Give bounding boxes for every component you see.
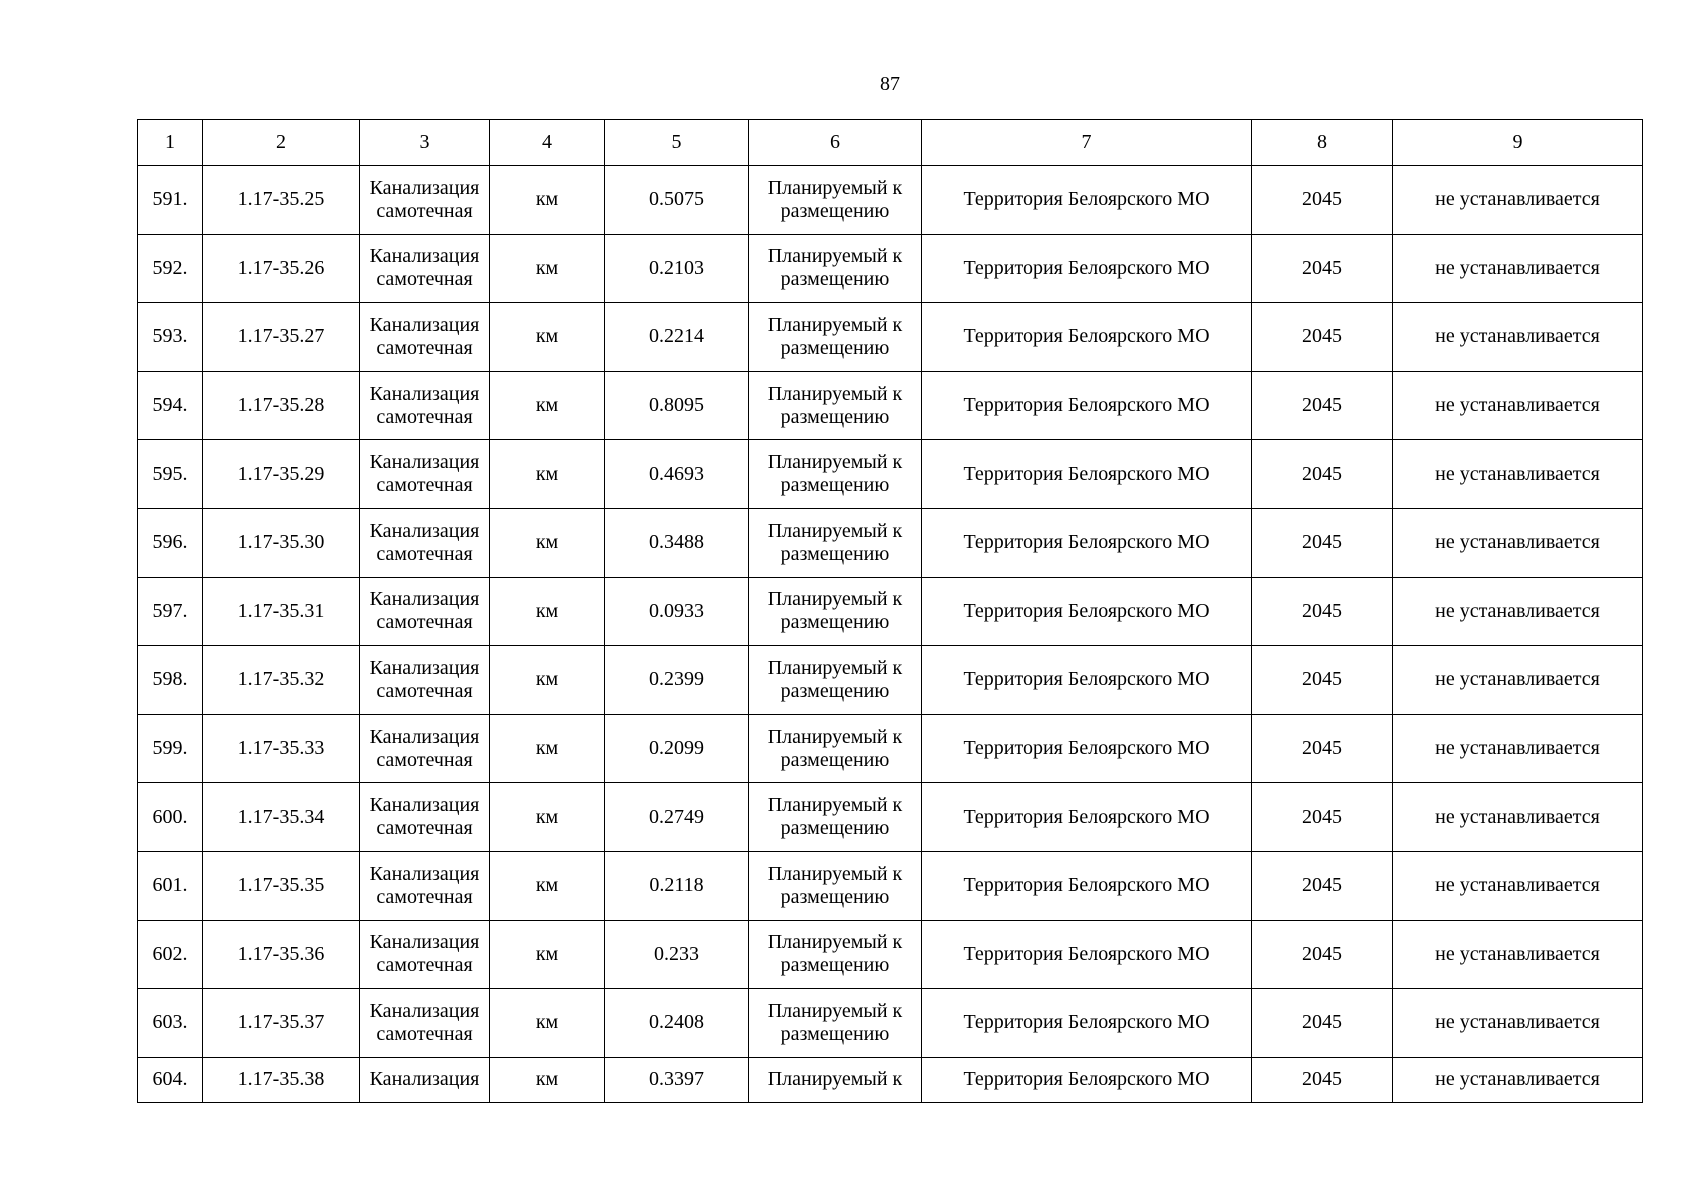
- cell-row-number: 599.: [138, 714, 203, 783]
- cell-status: Планируемый к размещению: [749, 303, 922, 372]
- cell-year: 2045: [1252, 1057, 1393, 1102]
- cell-status: Планируемый к размещению: [749, 783, 922, 852]
- cell-object-type: Канализация самотечная: [360, 166, 490, 235]
- cell-zone: не устанавливается: [1393, 646, 1643, 715]
- cell-year: 2045: [1252, 371, 1393, 440]
- cell-zone: не устанавливается: [1393, 234, 1643, 303]
- cell-row-number: 603.: [138, 989, 203, 1058]
- cell-object-type: Канализация самотечная: [360, 714, 490, 783]
- cell-object-code: 1.17-35.35: [203, 851, 360, 920]
- column-header-8: 8: [1252, 120, 1393, 166]
- cell-object-code: 1.17-35.29: [203, 440, 360, 509]
- cell-year: 2045: [1252, 989, 1393, 1058]
- cell-length-value: 0.5075: [605, 166, 749, 235]
- cell-object-code: 1.17-35.33: [203, 714, 360, 783]
- cell-zone: не устанавливается: [1393, 920, 1643, 989]
- table-row: [138, 166, 1643, 235]
- cell-status: Планируемый к размещению: [749, 166, 922, 235]
- cell-location: Территория Белоярского МО: [922, 920, 1252, 989]
- cell-object-code: 1.17-35.32: [203, 646, 360, 715]
- cell-row-number: 591.: [138, 166, 203, 235]
- cell-object-type: Канализация самотечная: [360, 989, 490, 1058]
- cell-zone: не устанавливается: [1393, 303, 1643, 372]
- cell-length-value: 0.2214: [605, 303, 749, 372]
- cell-zone: не устанавливается: [1393, 508, 1643, 577]
- cell-location: Территория Белоярского МО: [922, 577, 1252, 646]
- cell-unit: км: [490, 851, 605, 920]
- cell-object-type: Канализация самотечная: [360, 440, 490, 509]
- cell-unit: км: [490, 371, 605, 440]
- cell-year: 2045: [1252, 920, 1393, 989]
- table-row: [138, 920, 1643, 989]
- cell-zone: не устанавливается: [1393, 577, 1643, 646]
- cell-object-code: 1.17-35.30: [203, 508, 360, 577]
- register-table: [137, 119, 1643, 1103]
- cell-row-number: 600.: [138, 783, 203, 852]
- cell-unit: км: [490, 234, 605, 303]
- cell-length-value: 0.4693: [605, 440, 749, 509]
- cell-year: 2045: [1252, 714, 1393, 783]
- table-row: [138, 783, 1643, 852]
- table-row: [138, 508, 1643, 577]
- cell-status: Планируемый к размещению: [749, 714, 922, 783]
- cell-zone: не устанавливается: [1393, 714, 1643, 783]
- page-number: 87: [880, 73, 900, 95]
- cell-status: Планируемый к размещению: [749, 508, 922, 577]
- cell-object-type: Канализация: [360, 1057, 490, 1102]
- cell-object-type: Канализация самотечная: [360, 920, 490, 989]
- cell-unit: км: [490, 920, 605, 989]
- cell-object-type: Канализация самотечная: [360, 234, 490, 303]
- cell-location: Территория Белоярского МО: [922, 783, 1252, 852]
- table-row: [138, 989, 1643, 1058]
- table-row: [138, 371, 1643, 440]
- column-header-4: 4: [490, 120, 605, 166]
- cell-object-code: 1.17-35.31: [203, 577, 360, 646]
- cell-location: Территория Белоярского МО: [922, 303, 1252, 372]
- cell-row-number: 601.: [138, 851, 203, 920]
- cell-row-number: 593.: [138, 303, 203, 372]
- cell-unit: км: [490, 714, 605, 783]
- cell-location: Территория Белоярского МО: [922, 851, 1252, 920]
- cell-location: Территория Белоярского МО: [922, 440, 1252, 509]
- cell-unit: км: [490, 1057, 605, 1102]
- cell-unit: км: [490, 577, 605, 646]
- column-header-1: 1: [138, 120, 203, 166]
- table-row: [138, 646, 1643, 715]
- cell-status: Планируемый к размещению: [749, 920, 922, 989]
- cell-object-code: 1.17-35.26: [203, 234, 360, 303]
- cell-length-value: 0.2103: [605, 234, 749, 303]
- column-header-7: 7: [922, 120, 1252, 166]
- cell-location: Территория Белоярского МО: [922, 234, 1252, 303]
- cell-status: Планируемый к размещению: [749, 371, 922, 440]
- cell-unit: км: [490, 303, 605, 372]
- cell-object-code: 1.17-35.37: [203, 989, 360, 1058]
- cell-length-value: 0.2749: [605, 783, 749, 852]
- table-row: [138, 577, 1643, 646]
- cell-row-number: 602.: [138, 920, 203, 989]
- cell-object-type: Канализация самотечная: [360, 508, 490, 577]
- column-header-5: 5: [605, 120, 749, 166]
- cell-unit: км: [490, 166, 605, 235]
- column-header-9: 9: [1393, 120, 1643, 166]
- cell-object-code: 1.17-35.38: [203, 1057, 360, 1102]
- cell-row-number: 596.: [138, 508, 203, 577]
- cell-unit: км: [490, 440, 605, 509]
- cell-length-value: 0.8095: [605, 371, 749, 440]
- cell-location: Территория Белоярского МО: [922, 371, 1252, 440]
- cell-unit: км: [490, 783, 605, 852]
- cell-row-number: 594.: [138, 371, 203, 440]
- table-row: [138, 1057, 1643, 1102]
- cell-zone: не устанавливается: [1393, 989, 1643, 1058]
- cell-location: Территория Белоярского МО: [922, 714, 1252, 783]
- cell-length-value: 0.3397: [605, 1057, 749, 1102]
- cell-object-type: Канализация самотечная: [360, 371, 490, 440]
- cell-object-type: Канализация самотечная: [360, 577, 490, 646]
- cell-status: Планируемый к размещению: [749, 234, 922, 303]
- cell-status: Планируемый к размещению: [749, 989, 922, 1058]
- cell-year: 2045: [1252, 783, 1393, 852]
- cell-year: 2045: [1252, 508, 1393, 577]
- cell-status: Планируемый к размещению: [749, 577, 922, 646]
- cell-location: Территория Белоярского МО: [922, 508, 1252, 577]
- cell-object-code: 1.17-35.28: [203, 371, 360, 440]
- table-row: [138, 851, 1643, 920]
- cell-zone: не устанавливается: [1393, 440, 1643, 509]
- column-header-2: 2: [203, 120, 360, 166]
- cell-object-code: 1.17-35.25: [203, 166, 360, 235]
- cell-location: Территория Белоярского МО: [922, 1057, 1252, 1102]
- cell-length-value: 0.2408: [605, 989, 749, 1058]
- cell-unit: км: [490, 646, 605, 715]
- cell-object-type: Канализация самотечная: [360, 851, 490, 920]
- cell-status: Планируемый к: [749, 1057, 922, 1102]
- cell-zone: не устанавливается: [1393, 166, 1643, 235]
- cell-row-number: 597.: [138, 577, 203, 646]
- cell-status: Планируемый к размещению: [749, 646, 922, 715]
- cell-unit: км: [490, 508, 605, 577]
- cell-length-value: 0.3488: [605, 508, 749, 577]
- column-header-3: 3: [360, 120, 490, 166]
- cell-zone: не устанавливается: [1393, 851, 1643, 920]
- cell-year: 2045: [1252, 851, 1393, 920]
- cell-location: Территория Белоярского МО: [922, 166, 1252, 235]
- table-row: [138, 440, 1643, 509]
- cell-location: Территория Белоярского МО: [922, 989, 1252, 1058]
- cell-object-code: 1.17-35.36: [203, 920, 360, 989]
- table-row: [138, 303, 1643, 372]
- cell-length-value: 0.2118: [605, 851, 749, 920]
- cell-length-value: 0.233: [605, 920, 749, 989]
- cell-year: 2045: [1252, 166, 1393, 235]
- cell-length-value: 0.2399: [605, 646, 749, 715]
- cell-row-number: 592.: [138, 234, 203, 303]
- cell-row-number: 598.: [138, 646, 203, 715]
- cell-object-type: Канализация самотечная: [360, 646, 490, 715]
- cell-row-number: 604.: [138, 1057, 203, 1102]
- cell-object-code: 1.17-35.27: [203, 303, 360, 372]
- cell-zone: не устанавливается: [1393, 783, 1643, 852]
- cell-unit: км: [490, 989, 605, 1058]
- header-row: [138, 120, 1643, 166]
- cell-object-type: Канализация самотечная: [360, 783, 490, 852]
- column-header-6: 6: [749, 120, 922, 166]
- cell-length-value: 0.0933: [605, 577, 749, 646]
- cell-location: Территория Белоярского МО: [922, 646, 1252, 715]
- cell-row-number: 595.: [138, 440, 203, 509]
- cell-year: 2045: [1252, 234, 1393, 303]
- cell-length-value: 0.2099: [605, 714, 749, 783]
- cell-status: Планируемый к размещению: [749, 440, 922, 509]
- cell-status: Планируемый к размещению: [749, 851, 922, 920]
- cell-year: 2045: [1252, 303, 1393, 372]
- cell-zone: не устанавливается: [1393, 1057, 1643, 1102]
- cell-year: 2045: [1252, 646, 1393, 715]
- cell-year: 2045: [1252, 440, 1393, 509]
- cell-object-type: Канализация самотечная: [360, 303, 490, 372]
- cell-year: 2045: [1252, 577, 1393, 646]
- cell-zone: не устанавливается: [1393, 371, 1643, 440]
- table-row: [138, 234, 1643, 303]
- table-body: [138, 166, 1643, 1103]
- cell-object-code: 1.17-35.34: [203, 783, 360, 852]
- table-row: [138, 714, 1643, 783]
